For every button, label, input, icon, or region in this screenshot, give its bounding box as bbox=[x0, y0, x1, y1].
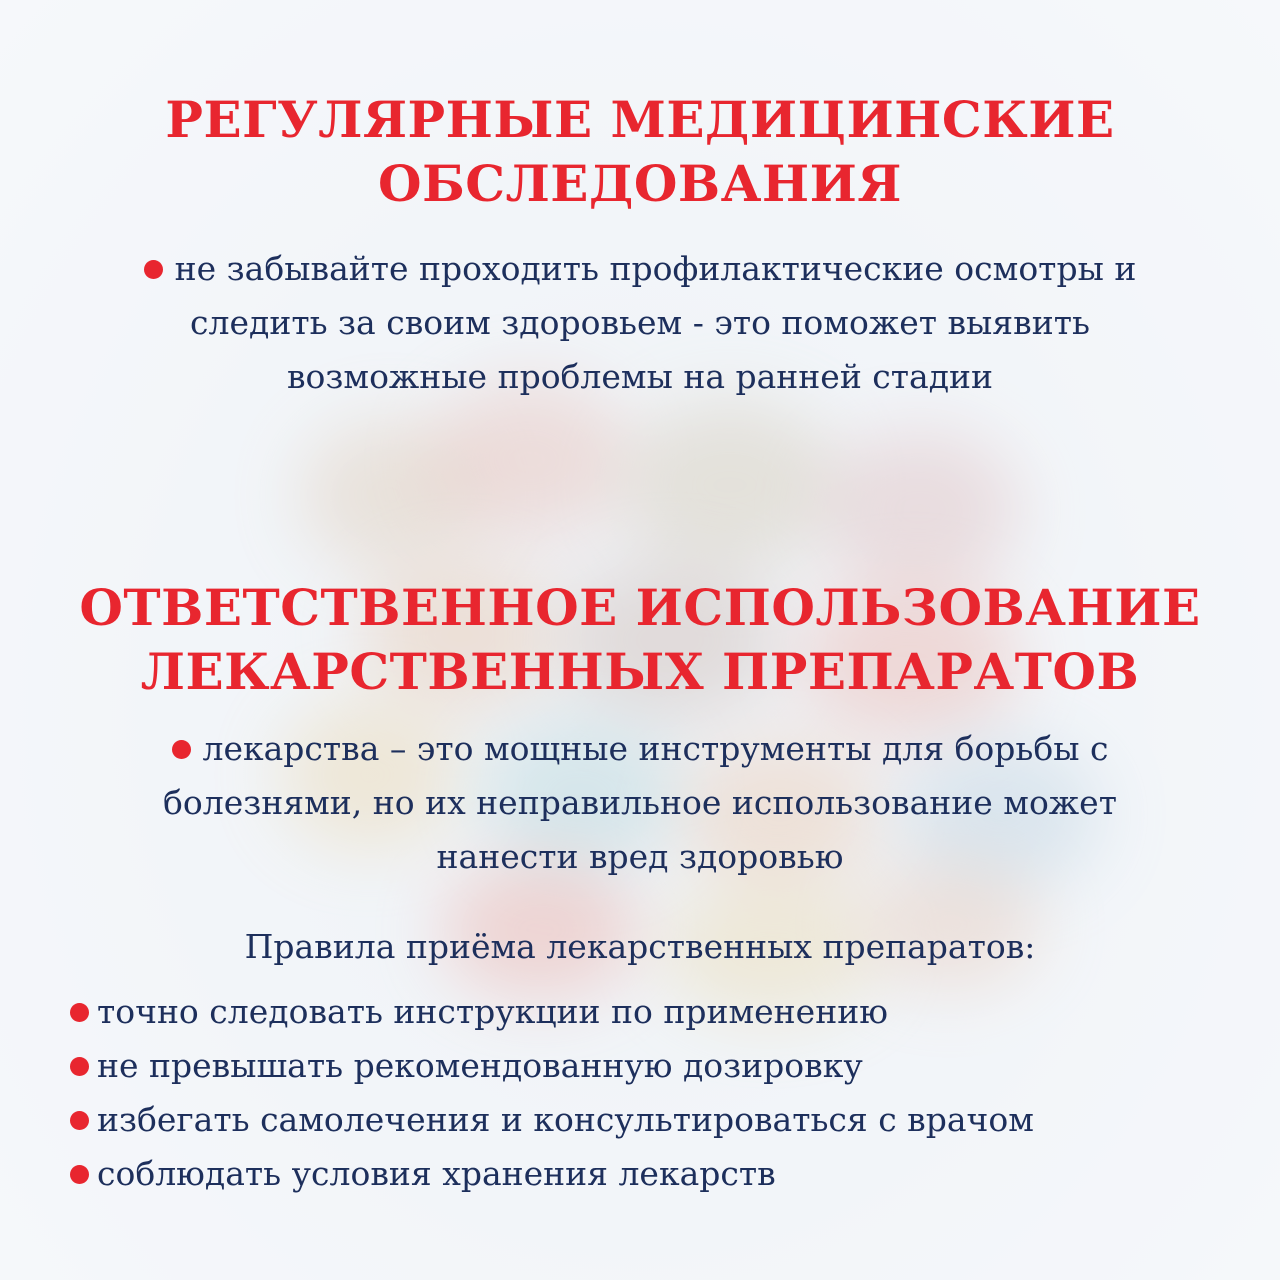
section1-body-line2: следить за своим здоровьем - это поможет выявить bbox=[190, 303, 1090, 342]
rules-list bbox=[70, 985, 1034, 1201]
red-dot-bullet-icon bbox=[144, 260, 163, 279]
section2-body bbox=[0, 722, 1280, 884]
section1-title-line2: ОБСЛЕДОВАНИЯ bbox=[378, 154, 902, 213]
red-dot-bullet-icon bbox=[70, 1003, 89, 1022]
list-item: не превышать рекомендованную дозировку bbox=[70, 1039, 1034, 1093]
section2-body-line2: болезнями, но их неправильное использование может bbox=[163, 783, 1117, 822]
section1-body-line1: не забывайте проходить профилактические осмотры и bbox=[0, 242, 1280, 296]
section2-title bbox=[0, 576, 1280, 704]
section1-body-line3: возможные проблемы на ранней стадии bbox=[286, 357, 994, 396]
list-item: соблюдать условия хранения лекарств bbox=[70, 1147, 1034, 1201]
red-dot-bullet-icon bbox=[70, 1057, 89, 1076]
red-dot-bullet-icon bbox=[70, 1111, 89, 1130]
red-dot-bullet-icon bbox=[172, 740, 191, 759]
section2-title-line2: ЛЕКАРСТВЕННЫХ ПРЕПАРАТОВ bbox=[140, 642, 1140, 701]
list-item: точно следовать инструкции по применению bbox=[70, 985, 1034, 1039]
section1-title-line1: РЕГУЛЯРНЫЕ МЕДИЦИНСКИЕ bbox=[165, 90, 1115, 149]
section2-title-line1: ОТВЕТСТВЕННОЕ ИСПОЛЬЗОВАНИЕ bbox=[79, 578, 1201, 637]
rules-title: Правила приёма лекарственных препаратов: bbox=[244, 927, 1036, 966]
section1-body bbox=[0, 242, 1280, 404]
section2-body-line1: лекарства – это мощные инструменты для борьбы с bbox=[0, 722, 1280, 776]
red-dot-bullet-icon bbox=[70, 1165, 89, 1184]
section1-title bbox=[0, 88, 1280, 216]
list-item: избегать самолечения и консультироваться с врачом bbox=[70, 1093, 1034, 1147]
section2-body-line3: нанести вред здоровью bbox=[436, 837, 844, 876]
